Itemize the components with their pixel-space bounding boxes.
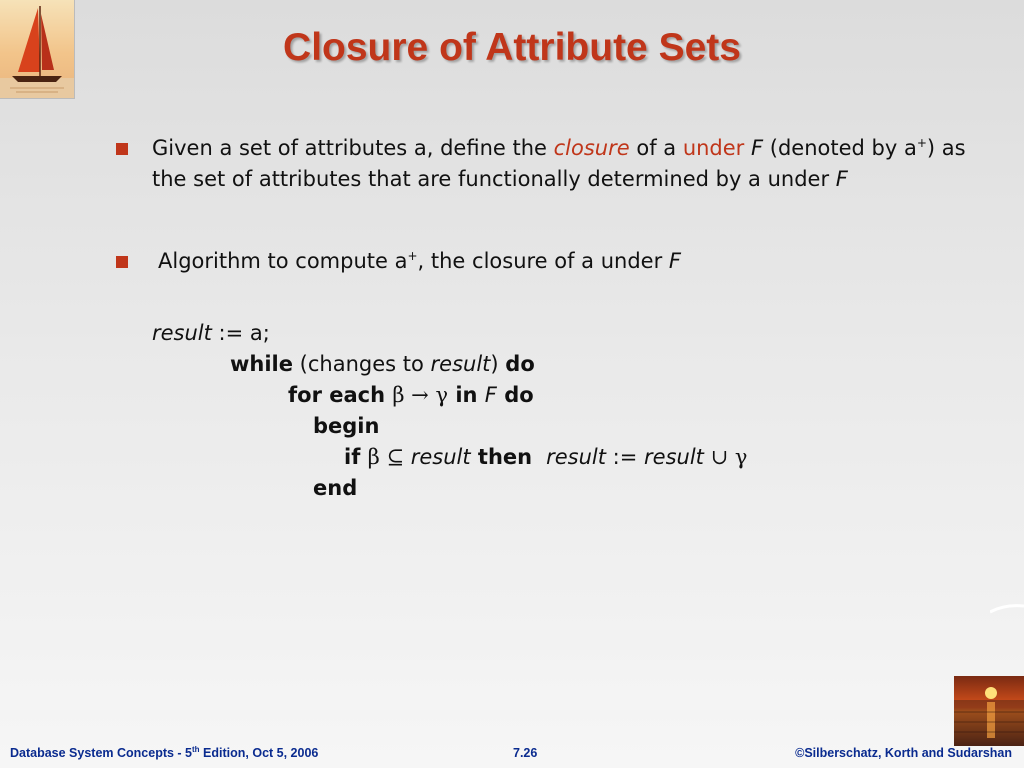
superscript-th: th bbox=[192, 744, 200, 754]
gamma-symbol: γ bbox=[435, 383, 449, 407]
text-span: the set of attributes that are functionally determined by a under bbox=[152, 167, 836, 191]
algo-line-4 bbox=[313, 411, 379, 442]
algo-line-3 bbox=[288, 380, 534, 411]
result-var: result bbox=[644, 445, 704, 469]
text-span: Edition, Oct 5, 2006 bbox=[199, 746, 319, 760]
bullet-square-icon bbox=[116, 143, 128, 155]
text-span: Algorithm to compute a bbox=[158, 249, 408, 273]
bullet-1-text bbox=[152, 133, 972, 195]
text-span: Given a set of attributes a, define the bbox=[152, 136, 554, 160]
algo-line-2 bbox=[230, 349, 535, 380]
text-span: (denoted by a bbox=[763, 136, 917, 160]
subset-symbol: ⊆ bbox=[379, 445, 411, 469]
keyword-in: in bbox=[448, 383, 485, 407]
slide-title: Closure of Attribute Sets bbox=[283, 26, 741, 69]
footer-page-number: 7.26 bbox=[513, 746, 538, 760]
keyword-end: end bbox=[313, 476, 358, 500]
set-F: F bbox=[751, 136, 764, 160]
bullet-square-icon bbox=[116, 256, 128, 268]
set-F: F bbox=[835, 167, 848, 191]
keyword-do: do bbox=[505, 352, 535, 376]
keyword-do: do bbox=[496, 383, 534, 407]
superscript-plus: + bbox=[916, 136, 927, 150]
set-F: F bbox=[668, 249, 681, 273]
text-span: Database System Concepts - 5 bbox=[10, 746, 193, 760]
gamma-symbol: γ bbox=[734, 445, 748, 469]
text-span: of a bbox=[629, 136, 683, 160]
result-var: result bbox=[430, 352, 491, 376]
footer-copyright: ©Silberschatz, Korth and Sudarshan bbox=[795, 746, 1012, 760]
keyword-foreach: for each bbox=[288, 383, 393, 407]
union-symbol: ∪ bbox=[703, 445, 735, 469]
assign-op: := bbox=[606, 445, 645, 469]
beta-symbol: β bbox=[367, 445, 380, 469]
arrow-symbol: → bbox=[404, 383, 436, 407]
result-var: result bbox=[152, 321, 212, 345]
text-span: ) bbox=[490, 352, 506, 376]
result-var: result bbox=[546, 445, 606, 469]
closure-term: closure bbox=[553, 136, 630, 160]
text-span bbox=[744, 136, 751, 160]
under-term: under bbox=[682, 136, 745, 160]
text-span: , the closure of a under bbox=[417, 249, 669, 273]
beta-symbol: β bbox=[392, 383, 405, 407]
algo-line-1 bbox=[152, 318, 270, 349]
keyword-then: then bbox=[470, 445, 533, 469]
superscript-plus: + bbox=[407, 249, 418, 263]
keyword-if: if bbox=[344, 445, 368, 469]
footer-course-info bbox=[10, 746, 318, 760]
result-var: result bbox=[410, 445, 471, 469]
algo-line-5 bbox=[344, 442, 747, 473]
text-span: (changes to bbox=[293, 352, 431, 376]
text-span: ) as bbox=[926, 136, 966, 160]
keyword-begin: begin bbox=[313, 414, 380, 438]
sunset-sea-icon bbox=[954, 676, 1024, 746]
keyword-while: while bbox=[230, 352, 293, 376]
text-span: := a; bbox=[211, 321, 270, 345]
algo-line-6 bbox=[313, 473, 357, 504]
swoosh-decoration bbox=[990, 600, 1024, 620]
set-F: F bbox=[484, 383, 497, 407]
bullet-2-text bbox=[158, 246, 681, 277]
